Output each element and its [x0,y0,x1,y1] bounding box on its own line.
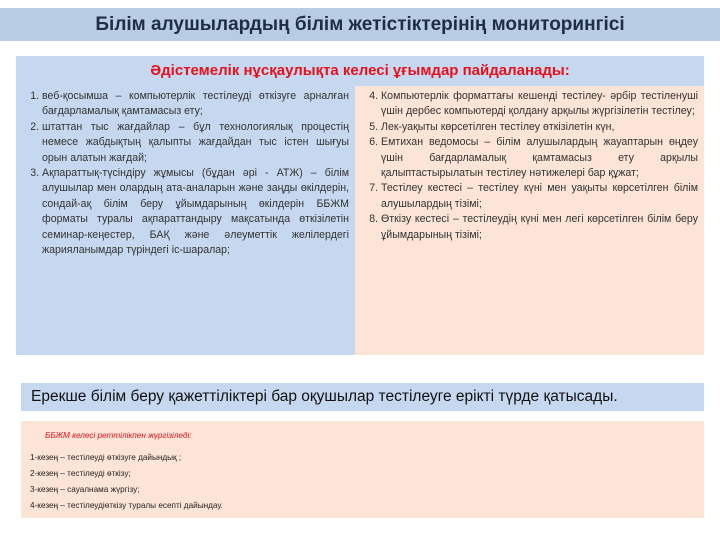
definition-item: 1. веб-қосымша – компьютерлік тестілеуді өткізуге арналған бағдарламалық қамтамасыз ету; [42,89,349,120]
stage-item: 3-кезең – сауалнама жүргізу; [30,485,140,494]
definition-item: 7. Тестілеу кестесі – тестілеу күні мен уақыты көрсетілген білім алушылардың тізімі; [381,181,698,212]
participation-note: Ерекше білім беру қажеттіліктері бар оқушылар тестілеуге ерікті түрде қатысады. [21,383,704,411]
stages-heading: ББЖМ келесі реттілікпен жүргізіледі: [45,431,192,440]
stages-box [21,421,704,518]
definition-item: 3. Ақпараттық-түсіндіру жұмысы (бұдан әрі - АТЖ) – білім алушылар мен олардың ата-аналарын және заңды өкілдерін, сондай-ақ білім беру ұйымдарының өкілдерін ББЖМ форматы туралы ақпараттандыру мақсатында өткізілетін семинар-кеңестер, БАҚ және әлеуметтік желілердегі жарияланымдар түріндегі іс-шаралар; [42,166,349,258]
definitions-heading: Әдістемелік нұсқаулықта келесі ұғымдар пайдаланады: [16,56,704,86]
definition-item: 4. Компьютерлік форматтағы кешенді тестілеу- әрбір тестіленуші үшін дербес компьютерді қолдану арқылы жүргізілетін тестілеу; [381,89,698,120]
stage-item: 2-кезең – тестілеуді өткізу; [30,469,131,478]
definitions-panel [16,56,704,355]
definition-item: 6. Емтихан ведомосы – білім алушылардың жауаптарын өңдеу үшін бағдарламалық қамтамасыз ету арқылы қалыптастырылатын тестілеу нәтижелері бар құжат; [381,135,698,181]
definition-item: 8. Өткізу кестесі – тестілеудің күні мен легі көрсетілген білім беру ұйымдарының тізімі; [381,212,698,243]
definitions-left-column [16,86,355,355]
page-title: Білім алушылардың білім жетістіктерінің мониторингісі [0,8,720,41]
definition-item: 5. Лек-уақыты көрсетілген тестілеу өткізілетін күн, [381,120,698,135]
stage-item: 1-кезең – тестілеуді өткізуге дайындық ; [30,453,182,462]
definitions-right-column [355,86,704,355]
definition-item: 2. штаттан тыс жағдайлар – бұл технологиялық процестің немесе жабдықтың қалыпты жағдайдан тыс істен шығуы орын алатын жағдай; [42,120,349,166]
stage-item: 4-кезең – тестілеудіөткізу туралы есепті дайындау. [30,501,223,510]
